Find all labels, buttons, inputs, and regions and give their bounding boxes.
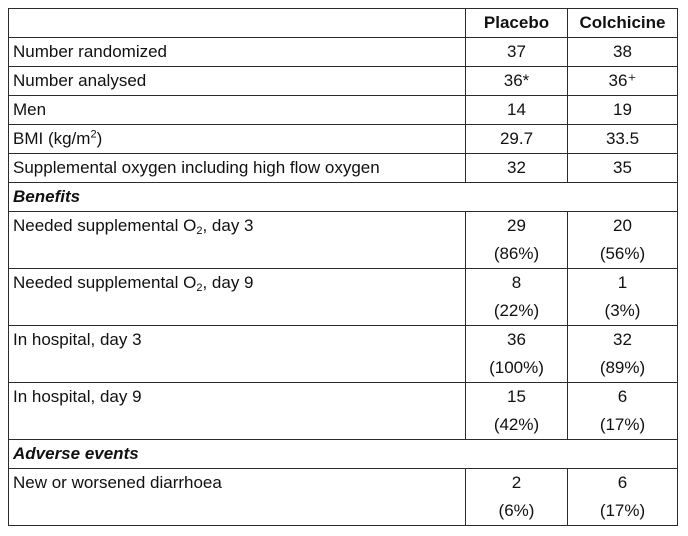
colchicine-value	[568, 212, 678, 269]
section-row	[9, 440, 678, 469]
colchicine-value: 38	[568, 38, 678, 67]
percent: (17%)	[599, 501, 646, 520]
section-title-benefits: Benefits	[9, 183, 678, 212]
count: 36	[507, 330, 526, 349]
percent: (17%)	[599, 415, 646, 434]
label-text: )	[96, 129, 103, 148]
table-row	[9, 38, 678, 67]
header-label	[9, 9, 466, 38]
placebo-value: 36*	[466, 67, 568, 96]
colchicine-value	[568, 383, 678, 440]
placebo-value	[466, 383, 568, 440]
table-row	[9, 67, 678, 96]
placebo-value: 14	[466, 96, 568, 125]
table-row	[9, 96, 678, 125]
colchicine-value	[568, 326, 678, 383]
table-row	[9, 469, 678, 526]
placebo-value	[466, 269, 568, 326]
results-table	[8, 8, 678, 526]
count: 8	[511, 273, 522, 292]
placebo-value: 29.7	[466, 125, 568, 154]
colchicine-value	[568, 469, 678, 526]
percent: (56%)	[599, 244, 646, 263]
percent: (3%)	[604, 301, 641, 320]
row-label: New or worsened diarrhoea	[9, 469, 466, 526]
table-row	[9, 212, 678, 269]
table-row	[9, 125, 678, 154]
count: 6	[617, 473, 628, 492]
colchicine-value: 33.5	[568, 125, 678, 154]
placebo-value	[466, 469, 568, 526]
placebo-value	[466, 212, 568, 269]
row-label	[9, 125, 466, 154]
colchicine-value	[568, 269, 678, 326]
percent: (100%)	[489, 358, 544, 377]
placebo-value	[466, 326, 568, 383]
count: 20	[613, 216, 632, 235]
label-text: Needed supplemental O	[13, 273, 197, 292]
label-text: Needed supplemental O	[13, 216, 197, 235]
percent: (86%)	[493, 244, 540, 263]
header-row	[9, 9, 678, 38]
row-label: Men	[9, 96, 466, 125]
count: 2	[511, 473, 522, 492]
section-title-adverse-events: Adverse events	[9, 440, 678, 469]
table-row	[9, 326, 678, 383]
row-label: Number randomized	[9, 38, 466, 67]
count: 1	[617, 273, 628, 292]
percent: (42%)	[493, 415, 540, 434]
count: 6	[617, 387, 628, 406]
colchicine-value: 19	[568, 96, 678, 125]
row-label: Supplemental oxygen including high flow oxygen	[9, 154, 466, 183]
table-row	[9, 383, 678, 440]
placebo-value: 32	[466, 154, 568, 183]
row-label	[9, 212, 466, 269]
colchicine-value: 36⁺	[568, 67, 678, 96]
header-colchicine: Colchicine	[568, 9, 678, 38]
count: 29	[507, 216, 526, 235]
label-text: , day 9	[202, 273, 254, 292]
label-text: BMI (kg/m	[13, 129, 91, 148]
count: 32	[613, 330, 632, 349]
colchicine-value: 35	[568, 154, 678, 183]
section-row	[9, 183, 678, 212]
superscript: 2	[90, 128, 97, 141]
table-row	[9, 154, 678, 183]
percent: (6%)	[498, 501, 535, 520]
label-text: , day 3	[202, 216, 254, 235]
percent: (22%)	[493, 301, 540, 320]
subscript: 2	[196, 282, 203, 294]
row-label: In hospital, day 9	[9, 383, 466, 440]
row-label	[9, 269, 466, 326]
row-label: In hospital, day 3	[9, 326, 466, 383]
placebo-value: 37	[466, 38, 568, 67]
table-row	[9, 269, 678, 326]
subscript: 2	[196, 225, 203, 237]
header-placebo: Placebo	[466, 9, 568, 38]
row-label: Number analysed	[9, 67, 466, 96]
percent: (89%)	[599, 358, 646, 377]
count: 15	[507, 387, 526, 406]
